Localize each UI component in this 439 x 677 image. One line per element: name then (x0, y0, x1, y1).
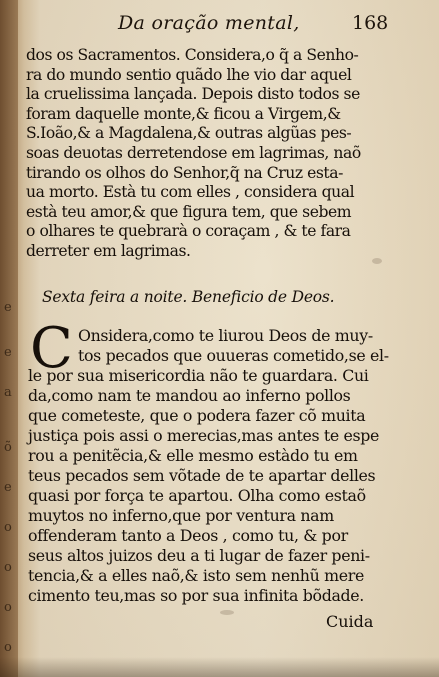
paragraph-1 (26, 46, 378, 262)
ink-stain (220, 610, 234, 615)
edge-fragment: e (4, 300, 12, 315)
paragraph-2 (28, 316, 389, 606)
text-line: justiça pois assi o merecias,mas antes te espe (28, 426, 380, 445)
edge-fragment: e (4, 345, 12, 360)
text-line: quasi por força te apartou. Olha como estaõ (28, 486, 366, 505)
text-line: o olhares te quebrarà o coraçam , & te fara (26, 222, 351, 241)
text-line: seus altos juizos deu a ti lugar de fazer peni- (28, 546, 370, 565)
text-line: S.Ioão,& a Magdalena,& outras algũas pes- (26, 124, 352, 143)
text-line: dos os Sacramentos. Considera,o q̃ a Senho- (26, 46, 359, 64)
text-line: derreter em lagrimas. (26, 241, 191, 260)
text-line: està teu amor,& que figura tem, que sebem (26, 202, 352, 221)
edge-fragment: o (4, 520, 12, 535)
edge-fragment: a (4, 385, 12, 400)
page-number: 168 (352, 12, 389, 34)
text-line: Onsidera,como te liurou Deos de muy- (78, 326, 373, 345)
ink-stain (372, 258, 382, 264)
page-bottom-shadow (0, 657, 439, 677)
text-line: soas deuotas derretendose em lagrimas, naõ (26, 143, 361, 162)
text-line: teus pecados sem võtade de te apartar delles (28, 466, 376, 485)
text-line: que cometeste, que o podera fazer cõ muita (28, 406, 366, 425)
section-heading: Sexta feira a noite. Beneficio de Deos. (42, 288, 335, 306)
text-line: tos pecados que ouueras cometido,se el- (78, 346, 389, 365)
running-title: Da oração mental, (118, 12, 300, 34)
edge-fragment: e (4, 480, 12, 495)
text-line: rou a penitẽcia,& elle mesmo estàdo tu em (28, 446, 358, 465)
text-line: tencia,& a elles naõ,& isto sem nenhũ mere (28, 566, 364, 585)
drop-cap: C (30, 316, 73, 381)
edge-fragment: õ (4, 440, 12, 455)
edge-fragment: o (4, 600, 12, 615)
page-header (0, 10, 439, 40)
edge-fragment: o (4, 640, 12, 655)
text-line: ra do mundo sentio quãdo lhe vio dar aquel (26, 65, 352, 84)
text-line: cimento teu,mas so por sua infinita bõdade. (28, 586, 364, 605)
text-line: muytos no inferno,que por ventura nam (28, 506, 334, 525)
edge-fragment: o (4, 560, 12, 575)
edge-fragments (4, 0, 18, 677)
text-line: ua morto. Està tu com elles , considera qual (26, 183, 355, 202)
text-line: da,como nam te mandou ao inferno pollos (28, 386, 351, 405)
text-line: la cruelissima lançada. Depois disto todos se (26, 85, 360, 104)
catchword: Cuida (326, 612, 374, 631)
text-line: foram daquelle monte,& ficou a Virgem,& (26, 104, 341, 123)
text-line: tirando os olhos do Senhor,q̃ na Cruz esta- (26, 163, 343, 182)
text-line: le por sua misericordia não te guardara. Cui (28, 366, 369, 385)
text-line: offenderam tanto a Deos , como tu, & por (28, 526, 348, 545)
